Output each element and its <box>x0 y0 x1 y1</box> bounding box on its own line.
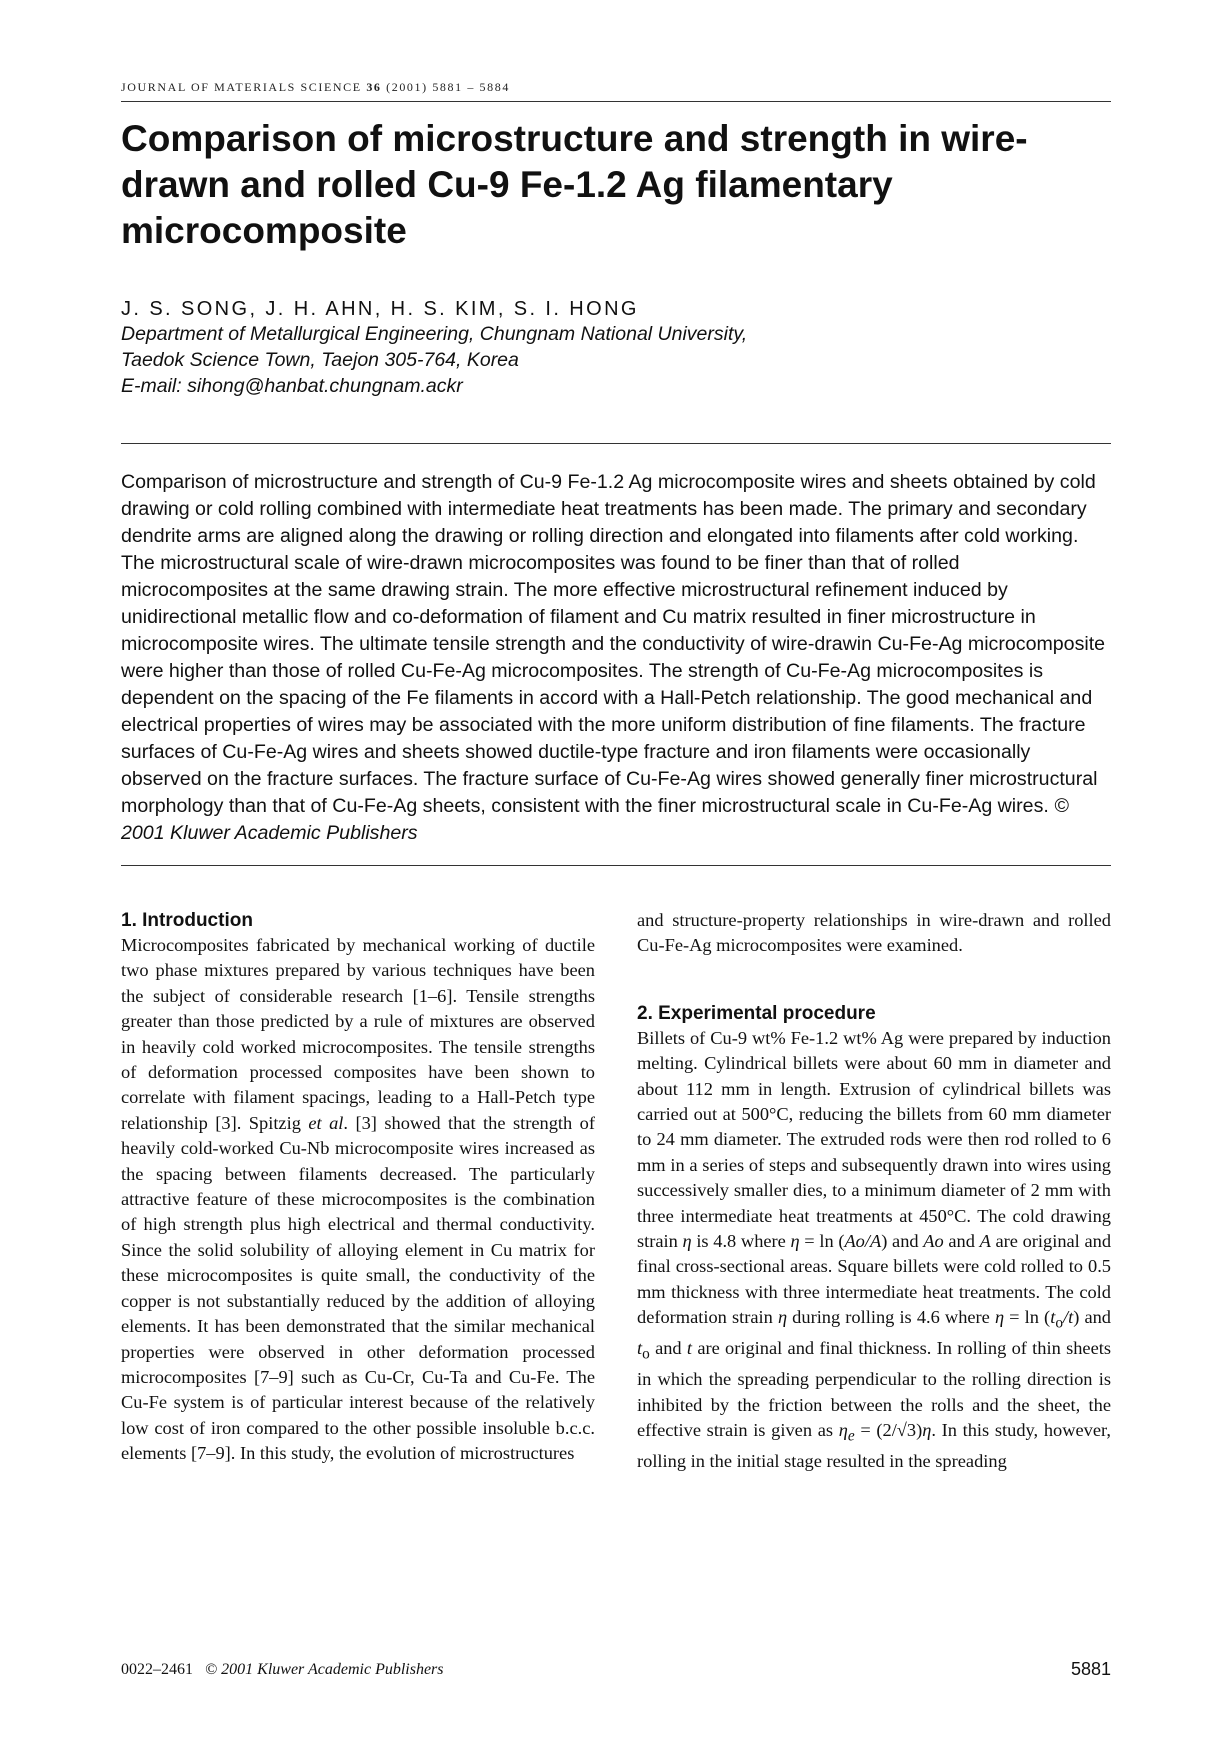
t-symbol: t <box>1050 1307 1056 1328</box>
abstract <box>121 469 1111 847</box>
abstract-copyright: © 2001 Kluwer Academic Publishers <box>121 795 1069 844</box>
subscript-o: o <box>1055 1314 1063 1332</box>
affiliation-email: E-mail: sihong@hanbat.chungnam.ackr <box>121 375 463 397</box>
exp-text-11: are original and final thickness. In rolling of thin sheets in which the spreading perpendicular to the rolling direction is inhibited by the friction between the rolls and the sheet, the effective strain is given as <box>637 1338 1112 1441</box>
exp-text-1: Billets of Cu-9 wt% Fe-1.2 wt% Ag were prepared by induction melting. Cylindrical billets were about 60 mm in diameter and about 112 mm in length. Extrusion of cylindrical billets was carried out at 500°C, reducing the billets from 60 mm diameter to 24 mm diameter. The extruded rods were then rod rolled to 6 mm in a series of steps and subsequently drawn into wires using successively smaller dies, to a minimum diameter of 2 mm with three intermediate heat treatments at 450°C. The cold drawing strain <box>637 1027 1111 1252</box>
exp-text-10: and <box>649 1338 687 1359</box>
page-number: 5881 <box>1070 1659 1111 1679</box>
exp-text-7: during rolling is 4.6 where <box>787 1307 995 1328</box>
exp-text-5: and <box>943 1231 980 1252</box>
exp-text-4: ) and <box>881 1231 924 1252</box>
eta-symbol: η <box>922 1420 932 1441</box>
intro-text-b: . [3] showed that the strength of heavily cold-worked Cu-Nb microcomposite wires increased as the spacing between filaments decreased. The particularly attractive feature of these microcomposites is the combination of high strength plus high electrical and thermal conductivity. Since the solid solubility of alloying element in Cu matrix for these microcomposites is quite small, the conductivity of the copper is not substantially reduced by the addition of alloying elements. It has been demonstrated that the similar mechanical properties were observed in other deformation processed microcomposites [7–9] such as Cu-Cr, Cu-Ta and Cu-Fe. The Cu-Fe system is of particular interest because of the relatively low cost of iron compared to the other possible insoluble b.c.c. elements [7–9]. In this study, the evolution of microstructures <box>121 1112 595 1464</box>
exp-text-3: = ln ( <box>799 1231 845 1252</box>
exp-text-13: . In this study, however, rolling in the initial stage resulted in the spreading <box>637 1420 1111 1472</box>
abstract-top-rule <box>121 443 1111 444</box>
subscript-o: o <box>642 1346 650 1364</box>
affiliation-line-2: Taedok Science Town, Taejon 305-764, Korea <box>121 349 519 371</box>
journal-volume: 36 <box>366 80 382 94</box>
footer-issn: 0022–2461 <box>121 1661 193 1678</box>
left-column <box>121 908 595 1467</box>
section-heading-introduction: 1. Introduction <box>121 910 253 931</box>
intro-et-al: et al <box>308 1112 344 1133</box>
introduction-continuation: and structure-property relationships in wire-drawn and rolled Cu-Fe-Ag microcomposites were examined. <box>637 910 1111 956</box>
exp-text-2: is 4.8 where <box>691 1231 791 1252</box>
eta-symbol: η <box>777 1307 788 1328</box>
author-list: J. S. SONG, J. H. AHN, H. S. KIM, S. I. HONG <box>121 298 639 320</box>
article-title: Comparison of microstructure and strength in wire-drawn and rolled Cu-9 Fe-1.2 Ag filamentary microcomposite <box>121 118 1028 251</box>
eta-symbol: η <box>682 1231 692 1252</box>
footer-issn-line <box>121 1661 444 1679</box>
journal-name: JOURNAL OF MATERIALS SCIENCE <box>121 80 362 94</box>
right-column <box>637 908 1111 1475</box>
ao-over-a: Ao/A <box>844 1231 882 1252</box>
exp-text-9: ) and <box>1073 1307 1112 1328</box>
affiliation-line-1: Department of Metallurgical Engineering, Chungnam National University, <box>121 323 748 345</box>
slash-t-symbol: /t <box>1062 1307 1074 1328</box>
subscript-e: e <box>847 1427 855 1445</box>
affiliation <box>121 321 1111 399</box>
t-symbol: t <box>686 1338 693 1359</box>
journal-issue-pages: (2001) 5881 – 5884 <box>386 80 510 94</box>
exp-text-8: = ln ( <box>1004 1307 1051 1328</box>
footer-publisher: © 2001 Kluwer Academic Publishers <box>205 1661 444 1678</box>
eta-symbol: η <box>838 1420 848 1441</box>
introduction-paragraph <box>121 933 595 1467</box>
journal-header <box>121 80 1111 102</box>
intro-text-a: Microcomposites fabricated by mechanical working of ductile two phase mixtures prepared by various techniques have been the subject of considerable research [1–6]. Tensile strengths greater than those predicted by a rule of mixtures are observed in heavily cold worked microcomposites. The tensile strengths of deformation processed composites have been shown to correlate with filament spacings, leading to a Hall-Petch type relationship [3]. Spitzig <box>121 935 595 1133</box>
exp-text-6: are original and final cross-sectional areas. Square billets were cold rolled to 0.5 mm thickness with three intermediate heat treatments. The cold deformation strain <box>637 1231 1112 1328</box>
t-symbol: t <box>637 1338 643 1359</box>
eta-symbol: η <box>994 1307 1005 1328</box>
article-page <box>121 80 1112 1472</box>
experimental-paragraph <box>637 1026 1111 1475</box>
exp-text-12: = (2/√3) <box>854 1420 923 1441</box>
ao-symbol: Ao <box>923 1231 944 1252</box>
abstract-bottom-rule <box>121 865 1111 866</box>
eta-symbol: η <box>790 1231 800 1252</box>
a-symbol: A <box>979 1231 991 1252</box>
abstract-text: Comparison of microstructure and strength of Cu-9 Fe-1.2 Ag microcomposite wires and sheets obtained by cold drawing or cold rolling combined with intermediate heat treatments has been made. The primary and secondary dendrite arms are aligned along the drawing or rolling direction and elongated into filaments after cold working. The microstructural scale of wire-drawn microcomposites was found to be finer than that of rolled microcomposites at the same drawing strain. The more effective microstructural refinement induced by unidirectional metallic flow and co-deformation of filament and Cu matrix resulted in finer microstructure in microcomposite wires. The ultimate tensile strength and the conductivity of wire-drawin Cu-Fe-Ag microcomposite were higher than those of rolled Cu-Fe-Ag microcomposites. The strength of Cu-Fe-Ag microcomposites is dependent on the spacing of the Fe filaments in accord with a Hall-Petch relationship. The good mechanical and electrical properties of wires may be associated with the more uniform distribution of fine filaments. The fracture surfaces of Cu-Fe-Ag wires and sheets showed ductile-type fracture and iron filaments were occasionally observed on the fracture surfaces. The fracture surface of Cu-Fe-Ag wires showed generally finer microstructural morphology than that of Cu-Fe-Ag sheets, consistent with the finer microstructural scale in Cu-Fe-Ag wires. <box>121 471 1106 817</box>
section-heading-experimental: 2. Experimental procedure <box>637 1002 876 1024</box>
